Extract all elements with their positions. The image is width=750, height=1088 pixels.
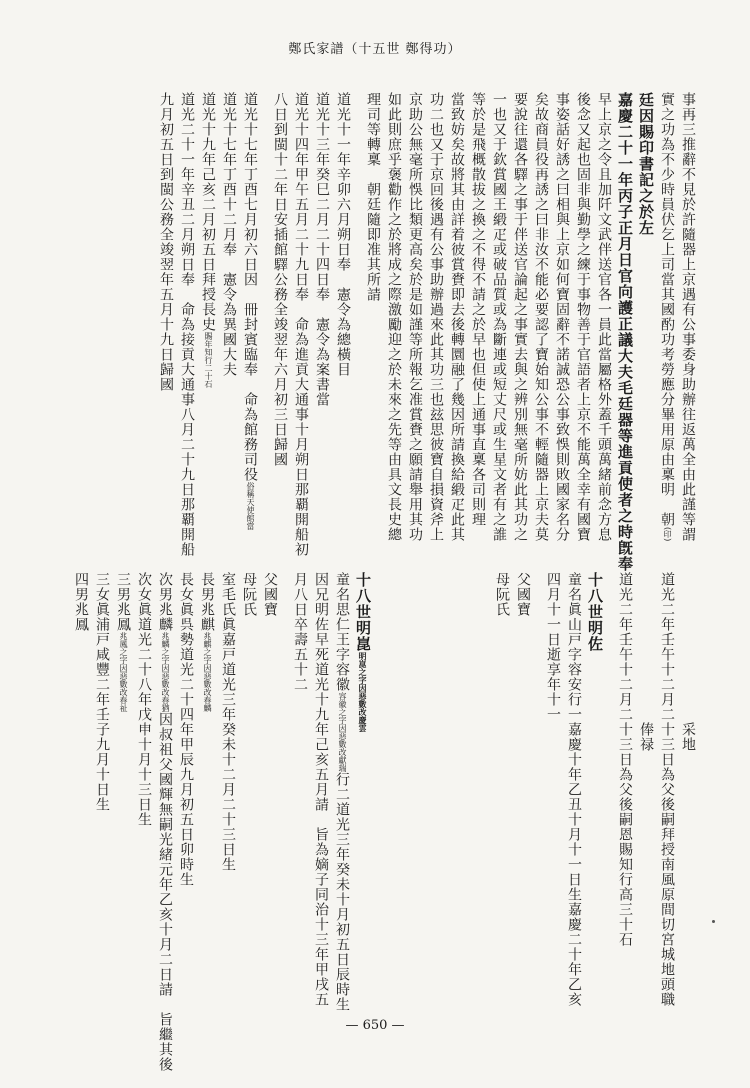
- text-column: [151, 572, 173, 1072]
- column-text: 當致妨矣故將其由詳着彼賞賚即去後轉圜融了幾因所請換給緞疋此其: [449, 92, 465, 542]
- text-column: [485, 92, 507, 542]
- scan-mark: [712, 920, 715, 923]
- column-text: 如此則庶乎褒勸作之於將成之際激勵迎之於未來之先等由具文長史總: [386, 92, 402, 542]
- column-text: 十八世明佐: [586, 572, 604, 652]
- text-column: [287, 92, 309, 557]
- text-column: [307, 572, 329, 1007]
- text-column: [235, 572, 256, 972]
- column-text: 道光十七年丁酉十二月奉 憲令為異國大夫: [221, 92, 237, 377]
- text-column: [193, 572, 214, 972]
- annotation-note: 容徽之字因惡數改獻瑞: [338, 692, 347, 772]
- text-column: [380, 92, 402, 542]
- column-text: 嘉慶二十一年丙子正月日官向護正議大夫毛廷器等進貢使者之時旣奉: [616, 92, 634, 572]
- text-column: [308, 92, 329, 417]
- column-text: 母阮氏: [494, 572, 510, 617]
- column-text: 三男兆鳳: [115, 572, 131, 632]
- text-column: [214, 572, 235, 972]
- column-text: 道光二十一年辛丑二月朔日奉 命為接貢大通事八月二十九日那覇開船: [179, 92, 195, 557]
- column-text: 四月十一日逝享年十一: [545, 572, 561, 722]
- column-text: 十八世明崑: [354, 572, 372, 652]
- column-text: 采地: [680, 572, 696, 752]
- text-column: [152, 92, 173, 417]
- column-text: 要說往還各驛之事于伴送官論起之事實去與之辨別無毫所妨此其功之: [512, 92, 528, 542]
- page-header: 鄭氏家譜（十五世 鄭得功）: [288, 42, 462, 57]
- text-column: [590, 92, 612, 542]
- column-text: 道光十三年癸巳二月二十四日奉 憲令為案書當: [314, 92, 330, 407]
- text-column: [506, 92, 528, 542]
- text-column: [443, 92, 465, 542]
- column-text: 次男兆麟: [157, 572, 173, 632]
- text-column: [88, 572, 109, 972]
- column-text: 三女眞浦戸咸豐二年壬子九月十日生: [94, 572, 110, 812]
- column-text: 童名眞山戸字容安行一嘉慶十年乙丑十月十一日生嘉慶二十年乙亥: [566, 572, 582, 1007]
- text-column: [632, 92, 653, 417]
- text-column: [256, 572, 277, 972]
- column-text: 九月初五日到閩公務全竣翌年五月十九日歸國: [158, 92, 174, 392]
- column-text: 早上京之令且加阡文武伴送官各一員此當屬格外蓋千頭萬緒前念方息: [596, 92, 612, 542]
- bottom-left-text-block: [50, 572, 372, 1072]
- text-column: [464, 92, 486, 527]
- column-text: 一也又于欽賞國王緞疋或破品質或為斷連或短丈尺或生星文者有之誰: [491, 92, 507, 542]
- text-column: [674, 572, 695, 972]
- column-text: 童名思仁王字容徽: [334, 572, 350, 692]
- page-number: — 650 —: [345, 1018, 405, 1033]
- column-text: 父國寶: [262, 572, 278, 617]
- column-text: 室毛氏眞嘉戸道光三年癸未十二月二十三日生: [220, 572, 236, 872]
- text-column: [509, 572, 530, 972]
- text-column: [530, 572, 560, 972]
- text-column: [67, 572, 88, 972]
- text-column: [632, 572, 653, 972]
- column-text: 月八日卒壽五十二: [292, 572, 308, 692]
- column-text-suffix: 因叔祖父國輝無嗣光緒元年乙亥十月二日請 旨繼其後: [157, 712, 173, 1072]
- column-text: 長女眞呉勢道光二十四年甲辰九月初五日卯時生: [178, 572, 194, 887]
- text-column: [422, 92, 444, 542]
- text-column: [257, 92, 288, 467]
- column-text: 八日到閩十二年日安插館驛公務全竣翌年六月初三日歸國: [272, 92, 288, 467]
- annotation-note: 兆麒之字因惡數改春麟: [203, 632, 212, 712]
- text-column: [328, 572, 350, 1012]
- text-column: [602, 572, 632, 972]
- text-column: [277, 572, 307, 972]
- text-column: [215, 92, 236, 417]
- text-column: [653, 92, 675, 542]
- text-column: [109, 572, 130, 972]
- text-column: [581, 572, 602, 972]
- text-column: [527, 92, 549, 542]
- annotation-note: 賜年知行二十石: [204, 332, 213, 388]
- column-text: 因兄明佐早死道光十九年己亥五月請 旨為嫡子同治十三年甲戌五: [313, 572, 329, 1007]
- column-text: 俸禄: [638, 572, 654, 752]
- text-column: [350, 92, 380, 417]
- annotation-note: 兆鳳之字因惡數改春祉: [119, 632, 128, 712]
- annotation-note: 俗稱天使館當: [246, 482, 255, 530]
- text-column: [611, 92, 634, 572]
- column-text: 次女眞道光二十八年戊申十月十三日生: [136, 572, 152, 827]
- column-text: 實之功為不少時員伏乞上司當其國酌功考勞應分畢用原由稟明 朝: [659, 92, 675, 527]
- column-text: 道光十九年己亥二月初五日拜授長史: [200, 92, 216, 332]
- column-text: 矣故商員役再誘之曰非汝不能必要認了寶始知公事不輕隨器上京夫莫: [533, 92, 549, 542]
- column-text: 四男兆鳳: [73, 572, 89, 632]
- column-text: 道光十四年甲午五月二十九日奉 命為進貢大通事十月朔日那覇開船初: [293, 92, 309, 557]
- top-text-block: [45, 92, 696, 572]
- column-text: 道光十一年辛卯六月朔日奉 憲令為總橫目: [335, 92, 351, 377]
- column-text: 廷因賜印書記之於左: [637, 92, 655, 236]
- text-column: [236, 92, 258, 530]
- column-text: 功二也又于京回後遇有公事助辦過來此其功三也玆思彼寶自損資斧上: [428, 92, 444, 542]
- text-column: [569, 92, 591, 542]
- text-column: [172, 572, 193, 972]
- column-text: 父國寶: [515, 572, 531, 617]
- column-text: 道光二年壬午十二月二十三日為父後嗣拜授南風原間切宮城地頭職: [659, 572, 675, 1007]
- column-text: 母阮氏: [241, 572, 257, 617]
- text-column: [130, 572, 151, 972]
- bottom-right-text-block: [365, 572, 696, 1007]
- text-column: [194, 92, 215, 417]
- column-text: 事姿話好誘之曰相與上京如何寶固辭不諾誠恐公事致悞則敗國家名分: [554, 92, 570, 542]
- text-column: [548, 92, 570, 542]
- column-text-suffix: 行二道光三年癸未十月初五日辰時生: [334, 772, 350, 1012]
- column-text: 後念又起也固非與勤學之練于事物善于官語者上京不能萬全幸有國寶: [575, 92, 591, 542]
- annotation-note: (印): [663, 527, 672, 542]
- text-column: [329, 92, 350, 417]
- column-text: 事再三推辭不見於許隨器上京遇有公事委身助辦往返萬全由此謹等謂: [680, 92, 696, 542]
- column-text: 長男兆麒: [199, 572, 215, 632]
- text-column: [488, 572, 509, 972]
- annotation-note: 明崑之字因惡數改慶雲: [358, 652, 368, 732]
- text-column: [560, 572, 582, 1007]
- text-column: [674, 92, 696, 542]
- annotation-note: 兆麟之字因惡數改春猶: [161, 632, 170, 712]
- text-column: [173, 92, 195, 557]
- column-text: 道光二年壬午十二月二十三日為父後嗣恩賜知行高三十石: [617, 572, 633, 947]
- column-text: 道光十七年丁酉七月初六日因 冊封賓臨奉 命為館務司役: [242, 92, 258, 482]
- column-text: 等於是飛概散拔之換之不得不請之於早也但使上通事直稟各司則理: [470, 92, 486, 527]
- text-column: [653, 572, 675, 1007]
- text-column: [401, 92, 423, 542]
- column-text: 理司等轉稟 朝廷隨即准其所請: [365, 92, 381, 302]
- column-text: 京助公無毫所悞比類更高矣於是如謹等所報乞准賞賚之願請舉用其功: [407, 92, 423, 542]
- text-column: [349, 572, 370, 972]
